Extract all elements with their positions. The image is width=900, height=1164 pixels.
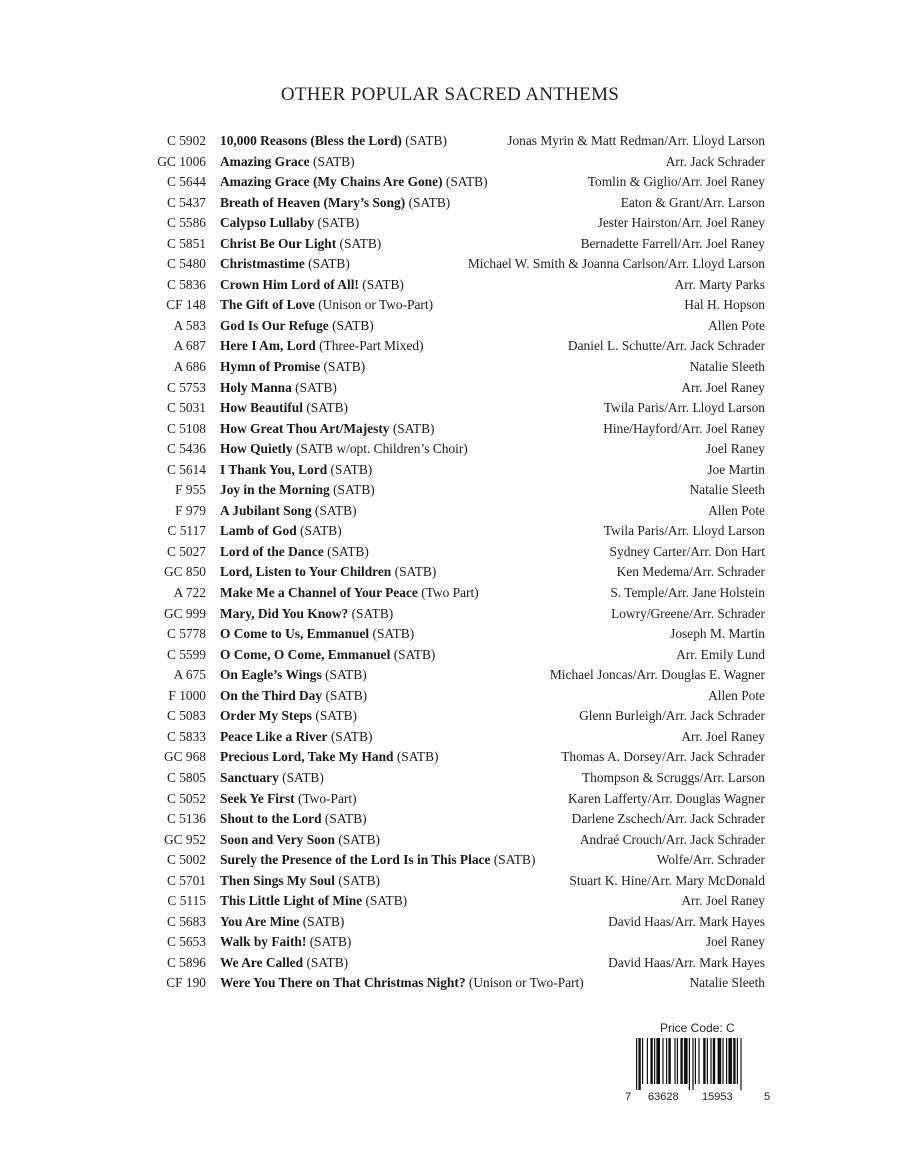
anthem-credit: Joel Raney [705,441,765,457]
barcode-bar [650,1038,652,1084]
catalog-code: C 5614 [166,461,206,477]
barcode-bar [662,1038,663,1084]
anthem-title-group [220,234,381,255]
anthem-credit: Michael Joncas/Arr. Douglas E. Wagner [549,667,765,683]
anthem-title: Mary, Did You Know? [220,605,349,621]
anthem-title-group [220,747,439,768]
anthem-title: On the Third Day [220,687,323,703]
anthem-voicing: (SATB) [306,400,348,416]
barcode-bar [656,1038,660,1084]
anthem-title-group [220,768,324,789]
list-item [140,460,765,481]
catalog-code: C 5108 [166,420,206,436]
list-item [140,234,765,255]
anthem-title: A Jubilant Song [220,502,312,518]
list-item [140,131,765,152]
barcode-bar [654,1038,655,1084]
anthem-credit: Arr. Emily Lund [676,646,765,662]
anthem-voicing: (SATB) [339,235,382,251]
barcode-bar [713,1038,715,1084]
anthem-title: Peace Like a River [220,728,328,744]
anthem-credit: Sydney Carter/Arr. Don Hart [609,543,765,559]
catalog-code: C 5599 [166,646,206,662]
anthem-title: Were You There on That Christmas Night? [220,975,466,991]
anthem-voicing: (SATB) [330,461,373,477]
list-item [140,624,765,645]
list-item [140,254,765,275]
catalog-code: A 675 [173,667,206,683]
anthem-credit: Daniel L. Schutte/Arr. Jack Schrader [567,338,765,354]
catalog-code: A 583 [173,317,206,333]
anthem-credit: Arr. Jack Schrader [665,153,765,169]
anthem-title: The Gift of Love [220,297,315,313]
list-item [140,604,765,625]
anthem-title: Precious Lord, Take My Hand [220,749,394,765]
anthem-credit: Jonas Myrin & Matt Redman/Arr. Lloyd Larson [507,133,765,148]
anthem-voicing: (SATB) [317,215,360,231]
barcode-bar [718,1038,722,1084]
list-item [140,871,765,892]
anthem-credit: Natalie Sleeth [689,975,765,991]
catalog-code: C 5117 [167,523,206,539]
barcode-bar [647,1038,648,1084]
anthem-voicing: (SATB) [372,626,415,642]
barcode [622,1036,772,1106]
anthem-voicing: (SATB) [392,420,435,436]
anthem-title: Christmastime [220,256,305,272]
barcode-graphic [622,1036,772,1106]
anthem-title: Lord of the Dance [220,543,324,559]
catalog-code: GC 850 [163,564,206,580]
catalog-code: C 5027 [166,543,206,559]
catalog-code: C 5115 [167,893,206,909]
anthem-title-group [220,378,337,399]
anthem-title-group [220,624,414,645]
list-item [140,665,765,686]
barcode-trail-digit: 5 [764,1091,771,1103]
anthem-voicing: (SATB) [324,811,367,827]
anthem-voicing: (SATB) [330,728,373,744]
anthem-voicing: (SATB) [332,317,374,333]
anthem-credit: Arr. Marty Parks [674,276,765,292]
anthem-title: How Great Thou Art/Majesty [220,420,390,436]
list-item [140,686,765,707]
anthem-title-group [220,891,407,912]
anthem-title: Amazing Grace (My Chains Are Gone) [220,174,443,190]
list-item [140,932,765,953]
barcode-bar [740,1038,741,1090]
page-title: OTHER POPULAR SACRED ANTHEMS [280,84,620,105]
anthem-title-group [220,686,367,707]
anthem-credit: Natalie Sleeth [689,359,765,375]
anthem-title-group [220,254,350,275]
anthem-title-group [220,912,344,933]
barcode-bar [666,1038,667,1084]
anthem-title-group [220,830,380,851]
list-item [140,912,765,933]
anthem-credit: Thompson & Scruggs/Arr. Larson [582,769,765,785]
anthem-voicing: (SATB) [309,934,352,950]
anthem-credit: S. Temple/Arr. Jane Holstein [610,585,765,601]
anthem-credit: Darlene Zschech/Arr. Jack Schrader [571,811,765,827]
anthem-credit: Thomas A. Dorsey/Arr. Jack Schrader [561,749,765,765]
anthem-credit: Ken Medema/Arr. Schrader [616,564,765,580]
barcode-bar [698,1038,699,1084]
list-item [140,645,765,666]
anthem-credit: Arr. Joel Raney [681,379,765,395]
anthem-credit: Andraé Crouch/Arr. Jack Schrader [579,831,765,847]
anthem-voicing: (Unison or Two-Part) [318,297,434,313]
barcode-bar [668,1038,670,1084]
anthem-voicing: (SATB) [295,379,337,395]
anthem-voicing: (SATB) [323,359,366,375]
catalog-code: C 5083 [166,708,206,724]
anthem-title: How Beautiful [220,400,303,416]
anthem-title: Soon and Very Soon [220,831,335,847]
barcode-bar [692,1038,693,1090]
anthem-voicing: (Three-Part Mixed) [319,338,424,354]
anthem-title-group [220,871,380,892]
anthem-credit: Allen Pote [708,317,765,333]
list-item [140,809,765,830]
anthem-title: On Eagle’s Wings [220,667,322,683]
anthem-voicing: (SATB) [325,687,368,703]
anthem-title-group [220,706,357,727]
anthem-voicing: (SATB) [282,769,324,785]
anthem-credit: Eaton & Grant/Arr. Larson [620,194,765,210]
anthem-title-group [220,336,424,357]
anthem-credit: Stuart K. Hine/Arr. Mary McDonald [569,872,765,888]
barcode-bar [636,1038,637,1090]
list-item [140,398,765,419]
anthem-credit: Arr. Joel Raney [681,728,765,744]
anthem-title-group [220,460,372,481]
catalog-code: C 5701 [166,872,206,888]
anthem-voicing: (SATB) [445,174,488,190]
anthem-title: Amazing Grace [220,153,310,169]
anthem-credit: Jester Hairston/Arr. Joel Raney [597,215,765,231]
catalog-code: A 687 [173,338,206,354]
anthem-title-group [220,193,450,214]
barcode-bar [642,1038,643,1084]
anthem-credit: Allen Pote [708,502,765,518]
anthem-title-group [220,850,535,871]
anthem-title: Crown Him Lord of All! [220,276,359,292]
anthem-title: Order My Steps [220,708,312,724]
anthem-title-group [220,973,584,994]
catalog-code: C 5052 [166,790,206,806]
anthem-title: I Thank You, Lord [220,461,328,477]
anthem-title-group [220,213,359,234]
barcode-bar [689,1038,690,1090]
list-item [140,973,765,994]
anthem-title: 10,000 Reasons (Bless the Lord) [220,133,402,148]
anthem-title: You Are Mine [220,913,300,929]
list-item [140,789,765,810]
anthem-voicing: (SATB) [365,893,408,909]
catalog-code: C 5683 [166,913,206,929]
list-item [140,378,765,399]
list-item [140,336,765,357]
anthem-voicing: (Two-Part) [297,790,357,806]
catalog-code: A 722 [173,585,206,601]
list-item [140,152,765,173]
catalog-code: GC 968 [163,749,206,765]
anthem-voicing: (SATB) [338,872,381,888]
barcode-bar [684,1038,688,1084]
anthem-credit: Wolfe/Arr. Schrader [656,852,765,868]
anthem-title-group [220,604,393,625]
anthem-credit: Joe Martin [707,461,765,477]
anthem-title-group [220,953,348,974]
anthem-title: O Come, O Come, Emmanuel [220,646,391,662]
barcode-bar [733,1038,735,1084]
anthem-title: Joy in the Morning [220,482,330,498]
barcode-bar [674,1038,675,1084]
anthem-title-group [220,480,375,501]
anthem-credit: Joel Raney [705,934,765,950]
list-item [140,275,765,296]
anthem-title: Lamb of God [220,523,297,539]
catalog-code: C 5644 [166,174,206,190]
anthem-title-group [220,645,435,666]
barcode-bar [638,1038,640,1090]
catalog-code: C 5136 [166,811,206,827]
anthem-title: Surely the Presence of the Lord Is in This Place [220,852,491,868]
catalog-code: A 686 [173,359,206,375]
anthem-voicing: (SATB) [394,564,437,580]
anthem-voicing: (SATB) [306,954,349,970]
anthem-title: Walk by Faith! [220,934,307,950]
anthem-title: Hymn of Promise [220,359,321,375]
anthem-voicing: (SATB) [362,276,404,292]
anthem-title-group [220,521,342,542]
anthem-title: Then Sings My Soul [220,872,335,888]
catalog-code: C 5851 [166,235,206,251]
barcode-bar [722,1038,723,1084]
list-item [140,501,765,522]
anthem-credit: David Haas/Arr. Mark Hayes [608,913,765,929]
anthem-title-group [220,665,367,686]
anthem-title: Shout to the Lord [220,811,322,827]
barcode-group-right: 15953 [702,1091,733,1103]
anthem-title: Lord, Listen to Your Children [220,564,392,580]
anthem-credit: Tomlin & Giglio/Arr. Joel Raney [587,174,765,190]
anthem-title-group [220,172,488,193]
anthem-voicing: (SATB) [338,831,381,847]
catalog-code: C 5480 [166,256,206,272]
list-item [140,295,765,316]
anthem-credit: Twila Paris/Arr. Lloyd Larson [603,523,765,539]
anthem-credit: Twila Paris/Arr. Lloyd Larson [603,400,765,416]
catalog-code: C 5778 [166,626,206,642]
anthem-credit: Michael W. Smith & Joanna Carlson/Arr. Lloyd Larson [467,256,765,272]
catalog-code: C 5753 [166,379,206,395]
list-item [140,521,765,542]
anthem-voicing: (SATB) [493,852,536,868]
anthem-title-group [220,439,468,460]
anthem-voicing: (SATB) [314,502,357,518]
anthem-title-group [220,562,436,583]
barcode-bar [737,1038,738,1084]
anthem-title: Christ Be Our Light [220,235,337,251]
catalog-code: C 5437 [166,194,206,210]
list-item [140,542,765,563]
barcode-bar [677,1038,678,1084]
anthem-title-group [220,789,357,810]
list-item [140,830,765,851]
anthem-voicing: (SATB) [327,543,369,559]
barcode-bar [726,1038,727,1084]
anthem-title: God Is Our Refuge [220,317,329,333]
anthem-voicing: (SATB) [393,646,436,662]
list-item [140,439,765,460]
list-item [140,583,765,604]
anthem-list [140,131,765,994]
barcode-group-left: 63628 [648,1091,679,1103]
anthem-title-group [220,542,369,563]
anthem-credit: Allen Pote [708,687,765,703]
anthem-credit: Bernadette Farrell/Arr. Joel Raney [580,235,765,251]
anthem-title-group [220,152,355,173]
anthem-title-group [220,357,365,378]
anthem-title-group [220,727,373,748]
catalog-code: C 5653 [166,934,206,950]
anthem-title-group [220,809,367,830]
anthem-voicing: (SATB) [408,194,451,210]
list-item [140,850,765,871]
anthem-title-group [220,932,351,953]
anthem-voicing: (SATB) [312,153,355,169]
anthem-credit: Natalie Sleeth [689,482,765,498]
list-item [140,480,765,501]
barcode-bar [703,1038,705,1084]
list-item [140,316,765,337]
anthem-title: Sanctuary [220,769,279,785]
list-item [140,891,765,912]
catalog-code: CF 190 [166,975,206,991]
anthem-credit: Joseph M. Martin [670,626,765,642]
anthem-credit: Glenn Burleigh/Arr. Jack Schrader [579,708,765,724]
catalog-code: GC 999 [163,605,206,621]
anthem-title-group [220,583,479,604]
catalog-code: C 5002 [166,852,206,868]
anthem-credit: Hine/Hayford/Arr. Joel Raney [603,420,765,436]
barcode-bar [695,1038,696,1084]
anthem-title: This Little Light of Mine [220,893,363,909]
catalog-code: C 5031 [166,400,206,416]
catalog-code: C 5436 [166,441,206,457]
anthem-title-group [220,419,435,440]
anthem-title: Here I Am, Lord [220,338,316,354]
list-item [140,562,765,583]
anthem-title: O Come to Us, Emmanuel [220,626,370,642]
anthem-title-group [220,501,357,522]
catalog-code: C 5586 [166,215,206,231]
list-item [140,357,765,378]
barcode-bar [707,1038,708,1084]
list-item [140,213,765,234]
anthem-credit: Lowry/Greene/Arr. Schrader [611,605,765,621]
catalog-code: C 5896 [166,954,206,970]
catalog-code: F 955 [175,482,206,498]
anthem-voicing: (Two Part) [421,585,479,601]
anthem-credit: Hal H. Hopson [684,297,765,313]
anthem-credit: David Haas/Arr. Mark Hayes [608,954,765,970]
list-item [140,747,765,768]
anthem-voicing: (Unison or Two-Part) [468,975,584,991]
anthem-title-group [220,131,447,152]
list-item [140,419,765,440]
anthem-title: Breath of Heaven (Mary’s Song) [220,194,406,210]
anthem-title: Make Me a Channel of Your Peace [220,585,418,601]
barcode-bar [710,1038,711,1084]
list-item [140,706,765,727]
list-item [140,172,765,193]
list-item [140,193,765,214]
list-item [140,953,765,974]
barcode-bar [728,1038,732,1084]
catalog-code: C 5836 [166,276,206,292]
anthem-title: Holy Manna [220,379,292,395]
catalog-code: GC 1006 [157,153,206,169]
barcode-lead-digit: 7 [625,1091,632,1103]
catalog-code: C 5805 [166,769,206,785]
barcode-bar [680,1038,682,1084]
anthem-title: Seek Ye First [220,790,295,806]
catalog-code: CF 148 [166,297,206,313]
anthem-title-group [220,295,433,316]
anthem-title-group [220,316,374,337]
anthem-voicing: (SATB) [333,482,375,498]
anthem-voicing: (SATB) [315,708,358,724]
catalog-code: GC 952 [163,831,206,847]
catalog-code: C 5902 [166,133,206,148]
anthem-voicing: (SATB w/opt. Children’s Choir) [295,441,468,457]
anthem-title-group [220,275,404,296]
catalog-code: F 979 [175,502,206,518]
catalog-code: F 1000 [168,687,206,703]
list-item [140,768,765,789]
anthem-voicing: (SATB) [351,605,394,621]
anthem-voicing: (SATB) [300,523,342,539]
anthem-credit: Arr. Joel Raney [681,893,765,909]
anthem-voicing: (SATB) [308,256,350,272]
anthem-title-group [220,398,348,419]
anthem-voicing: (SATB) [405,133,447,148]
anthem-title: How Quietly [220,441,293,457]
anthem-credit: Karen Lafferty/Arr. Douglas Wagner [568,790,765,806]
anthem-title: We Are Called [220,954,304,970]
list-item [140,727,765,748]
catalog-code: C 5833 [166,728,206,744]
anthem-voicing: (SATB) [325,667,367,683]
anthem-title: Calypso Lullaby [220,215,315,231]
anthem-voicing: (SATB) [302,913,345,929]
anthem-voicing: (SATB) [396,749,439,765]
price-code: Price Code: C [660,1021,735,1035]
